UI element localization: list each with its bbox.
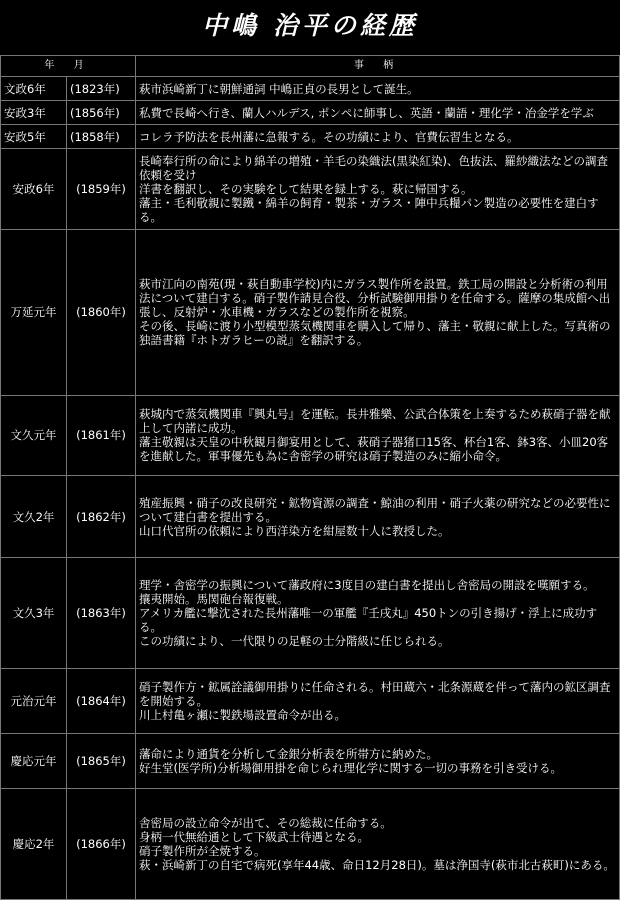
year-cell: (1861年) [67,395,136,475]
event-cell [136,149,620,229]
year-cell: (1856年) [67,101,136,125]
table-header-row [1,56,620,77]
event-line: 藩主・毛利敬親に製鐵・綿羊の飼育・製茶・ガラス・陣中兵糧パン製造の必要性を建白する。 [139,196,599,225]
header-date: 年 月 [1,56,136,77]
event-line: 理学・舎密学の振興について藩政府に3度目の建白書を提出し舎密局の開設を嘆願する。 [139,578,595,593]
table-row [1,789,620,900]
event-line: 萩市江向の南苑(現・萩自動車学校)内にガラス製作所を設置。鉄工局の開設と分析術の利用法について建白する。硝子製作請見合役、分析試験御用掛りを任命する。薩摩の集成館へ出張し、反射炉・水車機・ガラスなどの製作所を視察。 [139,277,611,320]
event-line: 殖産振興・硝子の改良研究・鉱物資源の調査・鯨油の利用・硝子火薬の研究などの必要性について建白書を提出する。 [139,495,611,524]
era-cell: 文久3年 [1,558,67,669]
event-line: その後、長崎に渡り小型模型蒸気機関車を購入して帰り、藩主・敬親に献上した。写真術の独語書籍『ホトガラヒーの説』を翻訳する。 [139,319,611,348]
year-cell: (1865年) [67,734,136,789]
era-cell: 万延元年 [1,229,67,395]
event-line: 川上村亀ヶ瀬に製鉄場設置命令が出る。 [139,707,346,722]
event-line: 藩命により通貨を分析して金銀分析表を所帯方に納めた。 [139,747,438,762]
event-cell [136,125,620,149]
event-line: この功績により、一代限りの足軽の士分階級に任じられる。 [139,634,450,649]
year-cell: (1860年) [67,229,136,395]
era-cell: 慶応2年 [1,789,67,900]
era-cell: 安政3年 [1,101,67,125]
event-line: 攘夷開始。馬関砲台報復戦。 [139,592,289,607]
event-cell [136,101,620,125]
event-line: アメリカ艦に撃沈された長州藩唯一の軍艦『壬戌丸』450トンの引き揚げ・浮上に成功する。 [139,606,598,635]
event-line: 洋書を翻訳し、その実験をして結果を録上する。萩に帰国する。 [139,182,473,197]
event-line: 萩城内で蒸気機関車『興丸号』を運転。長井雅樂、公武合体策を上奏するため萩硝子器を献上して内諾に成功。 [139,407,611,436]
year-cell: (1823年) [67,77,136,101]
event-line: 藩主敬親は天皇の中秋観月御宴用として、萩硝子器猪口15客、杯台1客、鉢3客、小皿20客を進献した。軍事優先も為に舎密学の研究は硝子製造のみに縮小命令。 [139,435,609,464]
event-line: 長崎奉行所の命により綿羊の増殖・羊毛の染織法(黒染紅染)、色抜法、羅紗織法などの調査依頼を受け [139,154,608,183]
event-line: 萩市浜崎新丁に朝鮮通詞 中嶋正貞の長男として誕生。 [139,81,419,96]
table-row [1,149,620,229]
table-row [1,125,620,149]
era-cell: 安政6年 [1,149,67,229]
era-cell: 文久元年 [1,395,67,475]
table-row [1,668,620,733]
event-line: 好生堂(医学所)分析場御用掛を命じられ理化学に関する一切の事務を引き受ける。 [139,761,562,776]
era-cell: 文政6年 [1,77,67,101]
event-cell [136,229,620,395]
event-cell [136,395,620,475]
event-line: 硝子製作方・鉱属詮議御用掛りに任命される。村田蔵六・北条源蔵を伴って藩内の鉱区調査を開始する。 [139,679,611,708]
header-event: 事 柄 [136,56,620,77]
table-row [1,229,620,395]
era-cell: 安政5年 [1,125,67,149]
event-cell [136,475,620,557]
year-cell: (1862年) [67,475,136,557]
event-cell [136,789,620,900]
event-line: 山口代官所の依頼により西洋染方を紺屋数十人に教授した。 [139,523,450,538]
page-title: 中嶋 治平の経歴 [202,11,418,40]
event-line: コレラ予防法を長州藩に急報する。その功績により、官費伝習生となる。 [139,129,519,144]
event-line: 舎密局の設立命令が出て、その総裁に任命する。 [139,816,392,831]
table-row [1,101,620,125]
event-line: 硝子製作所が全焼する。 [139,844,266,859]
year-cell: (1864年) [67,668,136,733]
era-cell: 慶応元年 [1,734,67,789]
event-cell [136,558,620,669]
event-line: 身柄一代無給通として下級武士待遇となる。 [139,830,369,845]
year-cell: (1859年) [67,149,136,229]
career-table [0,55,620,900]
event-cell [136,668,620,733]
table-row [1,77,620,101]
era-cell: 元治元年 [1,668,67,733]
event-cell [136,734,620,789]
table-row [1,395,620,475]
year-cell: (1858年) [67,125,136,149]
table-row [1,558,620,669]
event-line: 萩・浜崎新丁の自宅で病死(享年44歳、命日12月28日)。墓は浄国寺(萩市北古萩町)にある。 [139,858,615,873]
event-line: 私費で長崎へ行き、蘭人ハルデス, ポンペに師事し、英語・蘭語・理化学・冶金学を学ぶ [139,105,594,120]
event-cell [136,77,620,101]
year-cell: (1866年) [67,789,136,900]
year-cell: (1863年) [67,558,136,669]
table-row [1,734,620,789]
table-row [1,475,620,557]
era-cell: 文久2年 [1,475,67,557]
